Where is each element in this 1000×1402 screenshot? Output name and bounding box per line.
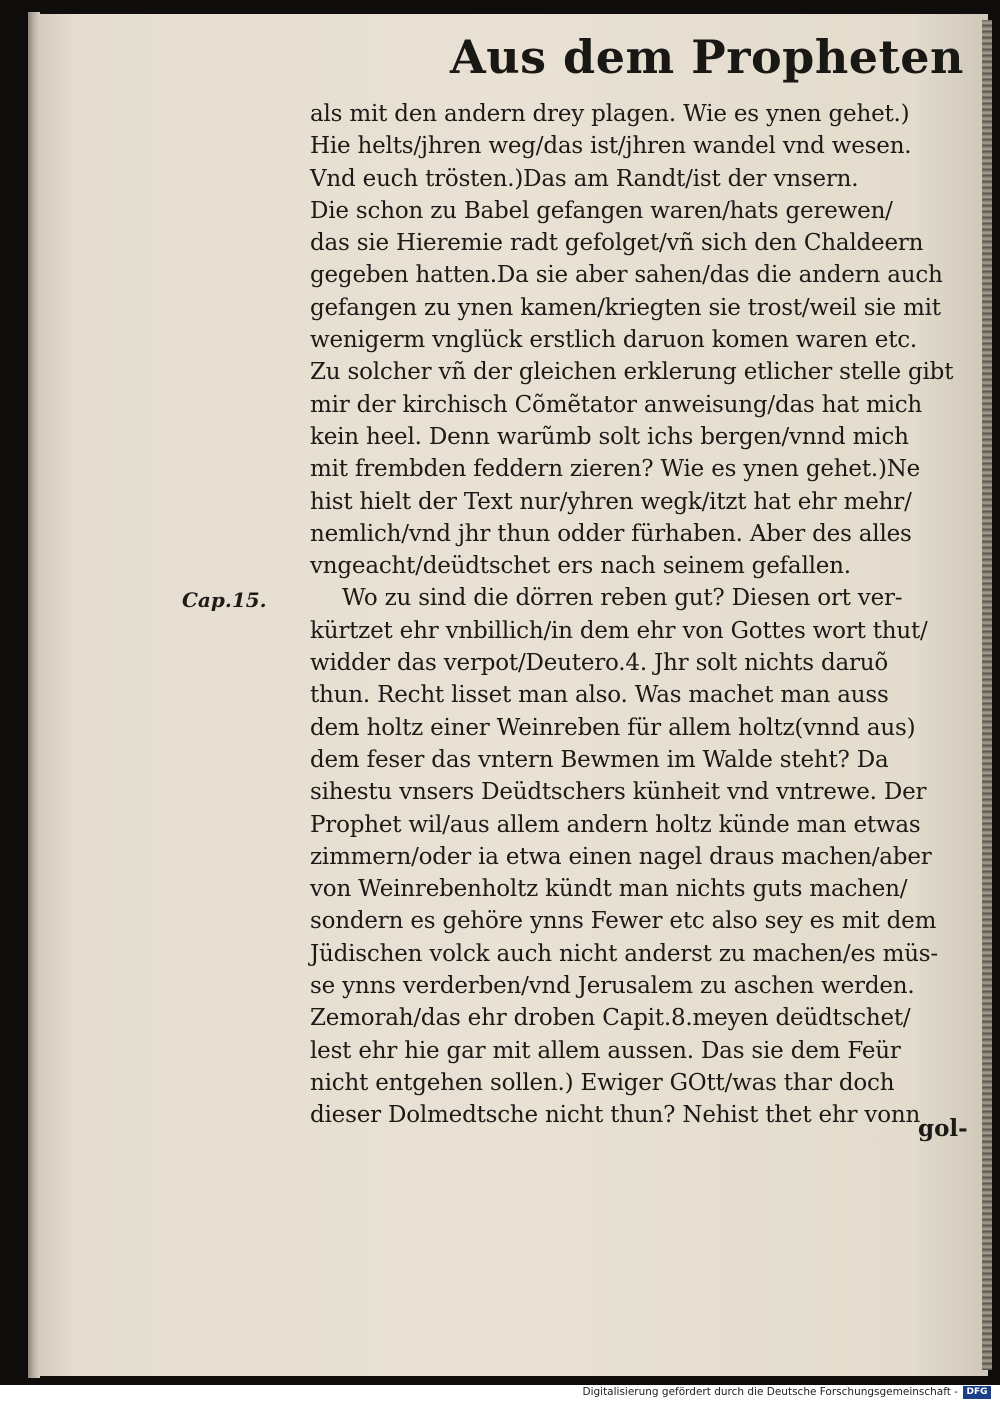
text-line: gegeben hatten.Da sie aber sahen/das die andern auch (310, 262, 943, 289)
text-line: Prophet wil/aus allem andern holtz künde man etwas (310, 811, 921, 838)
text-line: lest ehr hie gar mit allem aussen. Das sie dem Feür (310, 1037, 901, 1064)
text-line: dem feser das vntern Bewmen im Walde steht? Da (310, 746, 889, 773)
text-line: von Weinrebenholtz kündt man nichts guts machen/ (310, 876, 908, 903)
text-line: Zu solcher vñ der gleichen erklerung etlicher stelle gibt (310, 359, 954, 386)
body-text (310, 98, 980, 1132)
text-line: mit frembden feddern zieren? Wie es ynen gehet.)Ne (310, 456, 921, 483)
text-line: als mit den andern drey plagen. Wie es ynen gehet.) (310, 101, 910, 127)
text-line: Vnd euch trösten.)Das am Randt/ist der vnsern. (310, 165, 859, 192)
text-line: Zemorah/das ehr droben Capit.8.meyen deüdtschet/ (310, 1005, 911, 1032)
text-line: nemlich/vnd jhr thun odder fürhaben. Aber des alles (310, 520, 912, 547)
text-line: Wo zu sind die dörren reben gut? Diesen ort ver- (342, 585, 903, 612)
dfg-logo: DFG (963, 1386, 991, 1399)
text-line: dieser Dolmedtsche nicht thun? Nehist thet ehr vonn (310, 1102, 921, 1129)
text-line: wenigerm vnglück erstlich daruon komen waren etc. (310, 327, 918, 354)
text-line: Die schon zu Babel gefangen waren/hats gerewen/ (310, 197, 893, 224)
text-line: nicht entgehen sollen.) Ewiger GOtt/was thar doch (310, 1069, 895, 1096)
text-line: Hie helts/jhren weg/das ist/jhren wandel vnd wesen. (310, 133, 912, 160)
text-line: sondern es gehöre ynns Fewer etc also sey es mit dem (310, 908, 937, 935)
text-line: widder das verpot/Deutero.4. Jhr solt nichts daruõ (310, 650, 889, 677)
text-line: mir der kirchisch Cõmẽtator anweisung/das hat mich (310, 391, 923, 418)
text-line: hist hielt der Text nur/yhren wegk/itzt hat ehr mehr/ (310, 488, 912, 515)
running-head: Aus dem Propheten (450, 30, 965, 84)
text-line: zimmern/oder ia etwa einen nagel draus machen/aber (310, 843, 932, 870)
text-line: kein heel. Denn warũmb solt ichs bergen/vnnd mich (310, 423, 909, 450)
page-right-edge (982, 20, 992, 1370)
text-line: vngeacht/deüdtschet ers nach seinem gefallen. (310, 553, 851, 580)
text-line: thun. Recht lisset man also. Was machet man auss (310, 682, 889, 709)
text-line: dem holtz einer Weinreben für allem holtz(vnnd aus) (310, 714, 916, 741)
text-line: kürtzet ehr vnbillich/in dem ehr von Gottes wort thut/ (310, 617, 928, 644)
text-line: se ynns verderben/vnd Jerusalem zu aschen werden. (310, 973, 915, 1000)
text-line: sihestu vnsers Deüdtschers künheit vnd vntrewe. Der (310, 779, 927, 806)
text-line: gefangen zu ynen kamen/kriegten sie trost/weil sie mit (310, 294, 941, 321)
text-line: das sie Hieremie radt gefolget/vñ sich den Chaldeern (310, 230, 924, 257)
marginal-note: Cap.15. (182, 588, 267, 612)
text-line: Jüdischen volck auch nicht anderst zu machen/es müs- (310, 940, 938, 967)
digitization-credit: Digitalisierung gefördert durch die Deutsche Forschungsgemeinschaft - (582, 1386, 958, 1398)
catchword: gol- (918, 1115, 968, 1142)
